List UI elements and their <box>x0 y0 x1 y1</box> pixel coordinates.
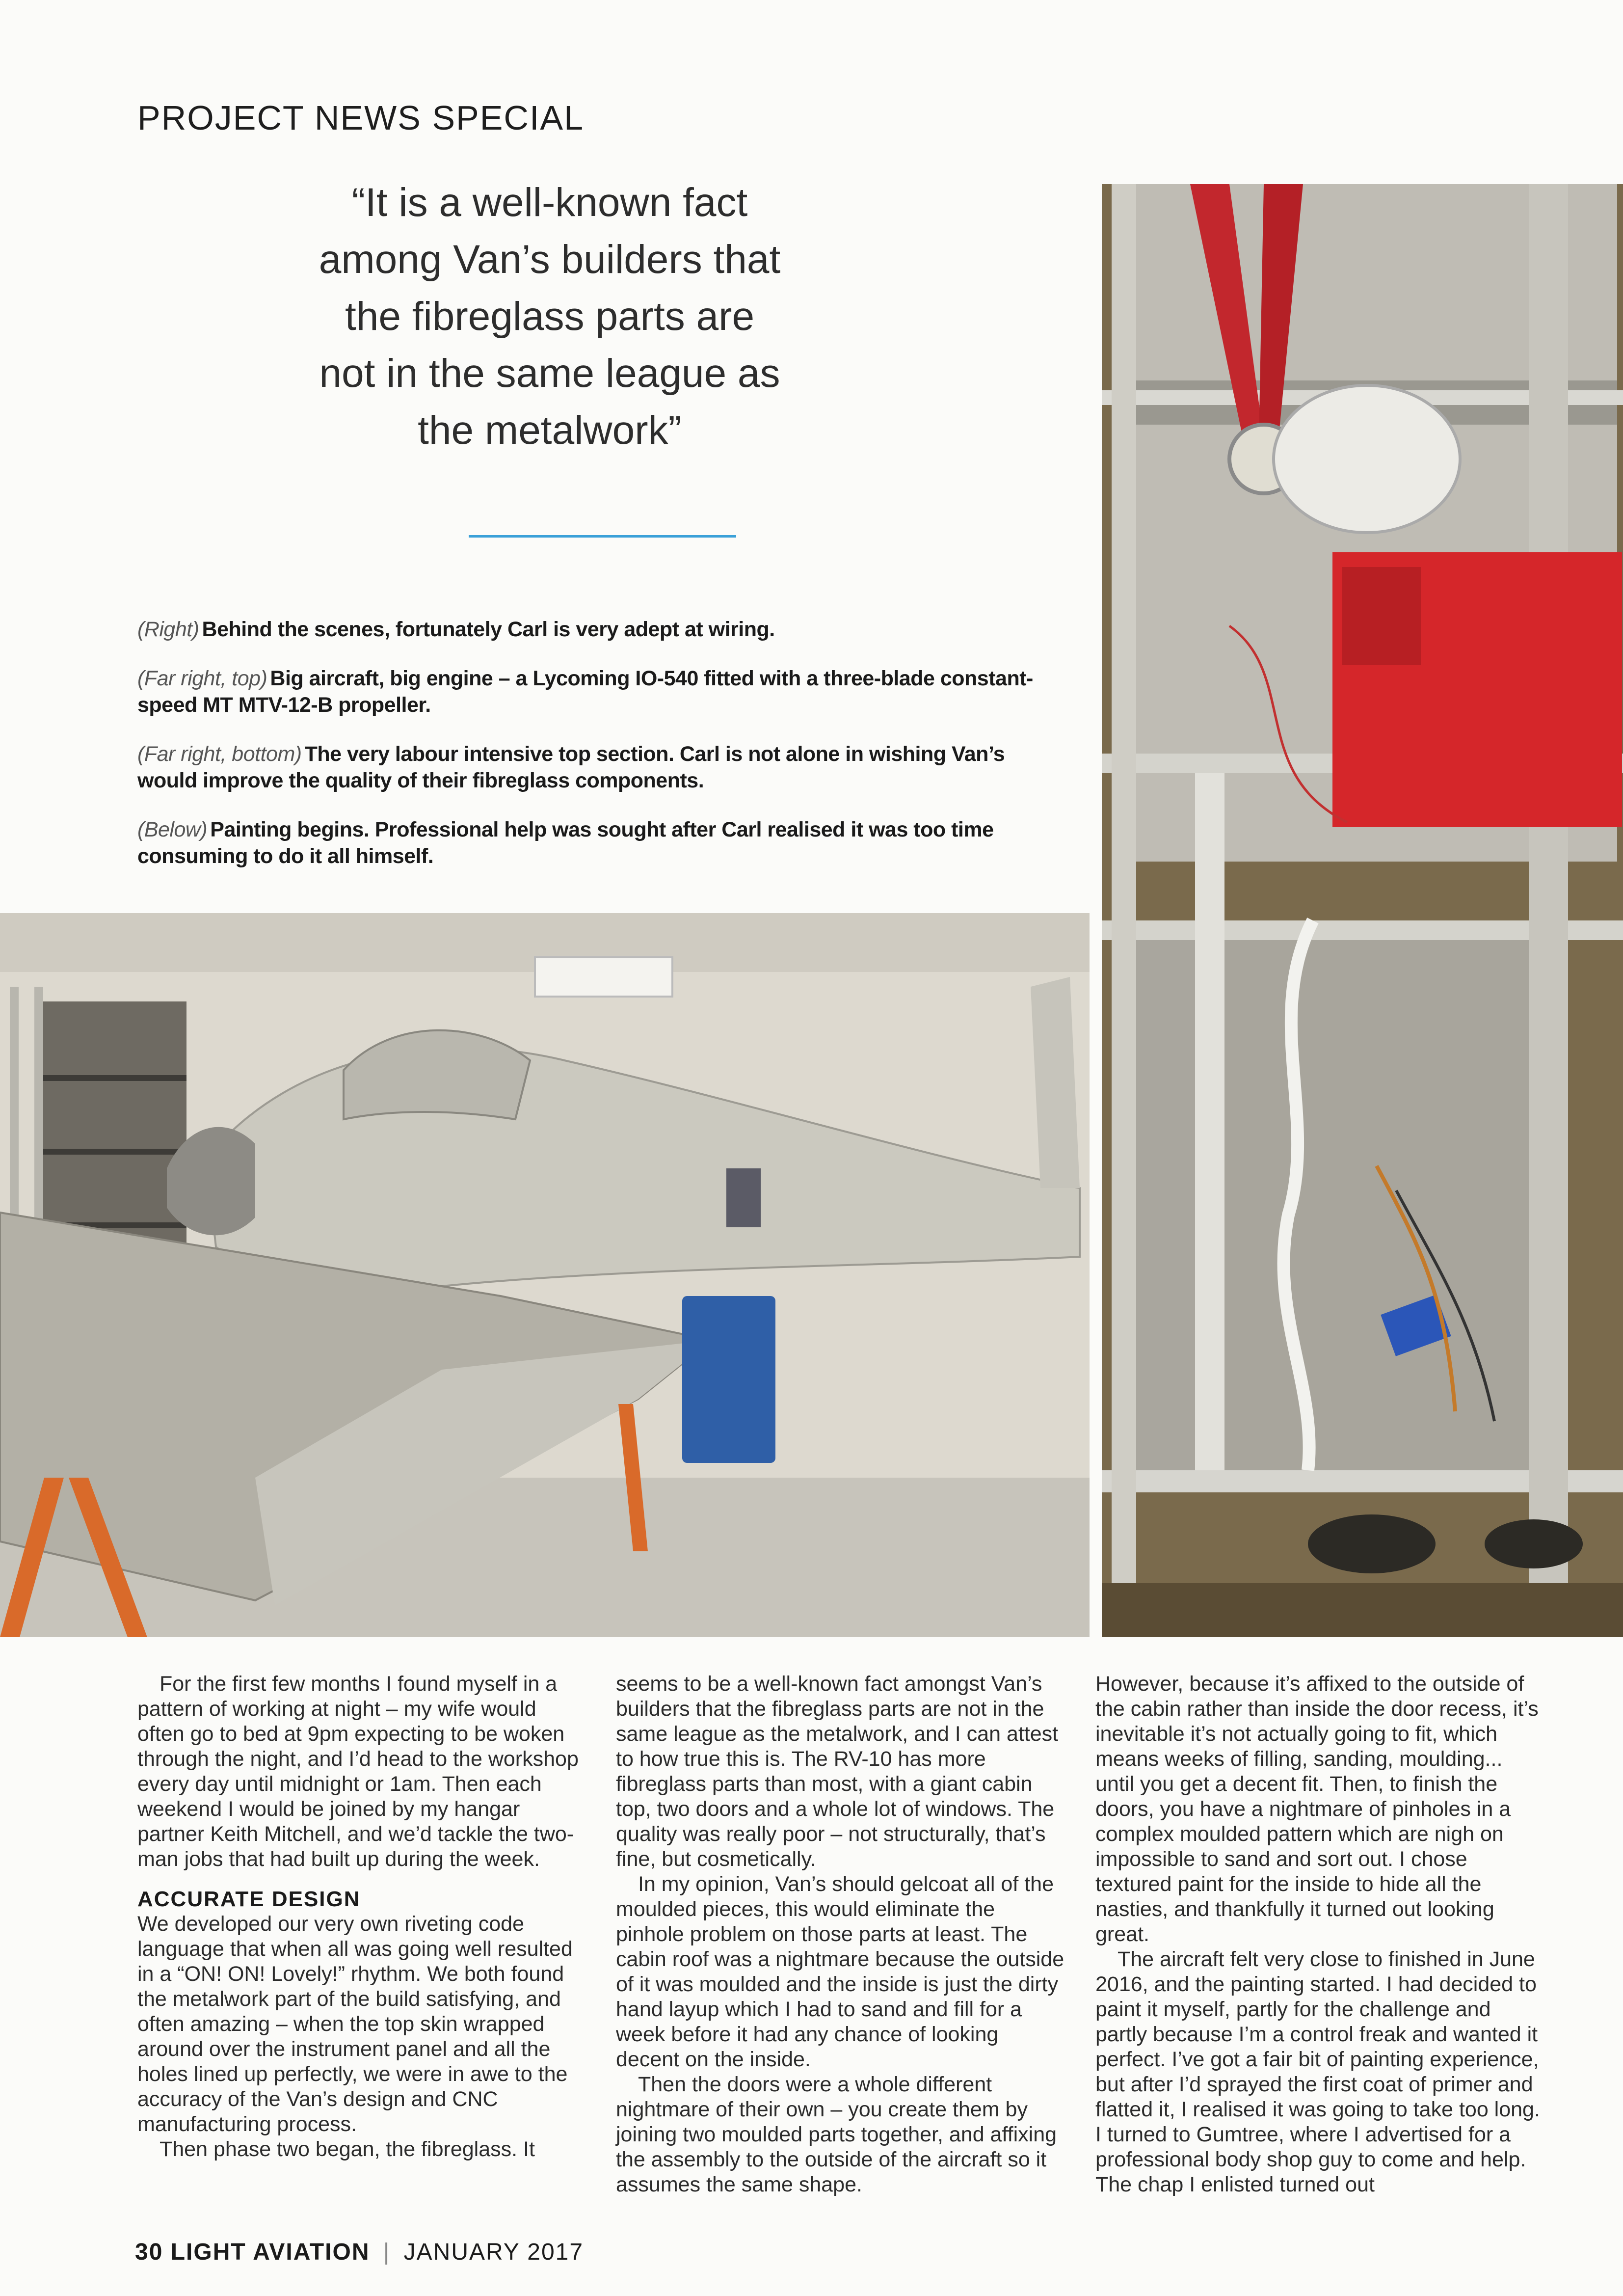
caption-below <box>137 816 1050 869</box>
caption-lead: (Below) <box>137 818 208 841</box>
body-paragraph: The aircraft felt very close to finished in June 2016, and the painting started. I had decided to paint it myself, partly for the challenge and partly because I’m a control freak and wanted it perfect. I’ve got a fair bit of painting experience, but after I’d sprayed the first coat of primer and flatted it, I realised it was going to take too long. I turned to Gumtree, where I advertised for a professional body shop guy to come and help. The chap I enlisted turned out <box>1095 1947 1540 2196</box>
photo-captions <box>137 616 1050 892</box>
pull-quote-rule <box>469 535 736 538</box>
body-paragraph: In my opinion, Van’s should gelcoat all of the moulded pieces, this would eliminate the pinhole problem on those parts at least. The cabin roof was a nightmare because the outside of it was moulded and the inside is just the dirty hand layup which I had to sand and fill for a week before it had any chance of looking decent on the inside. <box>616 1872 1064 2071</box>
body-paragraph: seems to be a well-known fact amongst Van’s builders that the fibreglass parts are not in the same league as the metalwork, and I can attest to how true this is. The RV-10 has more fibreglass parts than most, with a giant cabin top, two doors and a whole lot of windows. The quality was really poor – not structurally, that’s fine, but cosmetically. <box>616 1672 1059 1871</box>
magazine-name: LIGHT AVIATION <box>170 2239 370 2265</box>
body-column-1 <box>137 1672 586 2162</box>
body-paragraph: Then the doors were a whole different nightmare of their own – you create them by joining two moulded parts together, and affixing the assembly to the outside of the aircraft so it assumes the same shape. <box>616 2073 1057 2196</box>
caption-lead: (Far right, top) <box>137 667 267 690</box>
page-footer <box>135 2239 584 2266</box>
caption-lead: (Right) <box>137 618 199 641</box>
footer-separator: | <box>383 2239 391 2265</box>
issue-date: JANUARY 2017 <box>403 2239 584 2265</box>
caption-lead: (Far right, bottom) <box>137 742 302 766</box>
aircraft-illustration <box>0 913 1090 1637</box>
caption-right <box>137 616 1050 643</box>
caption-text: Painting begins. Professional help was sought after Carl realised it was too time consuming to do it all himself. <box>137 818 994 868</box>
caption-far-right-bottom <box>137 741 1050 794</box>
pull-quote: “It is a well-known fact among Van’s builders that the fibreglass parts are not in the same league as the metalwork” <box>319 180 781 453</box>
caption-far-right-top <box>137 665 1050 718</box>
caption-text: Behind the scenes, fortunately Carl is very adept at wiring. <box>202 618 775 641</box>
caption-text: Big aircraft, big engine – a Lycoming IO-540 fitted with a three-blade constant-speed MT MTV-12-B propeller. <box>137 667 1033 717</box>
subheading: ACCURATE DESIGN <box>137 1887 361 1911</box>
caption-text: The very labour intensive top section. Carl is not alone in wishing Van’s would improve the quality of their fibreglass components. <box>137 742 1005 792</box>
body-paragraph: We developed our very own riveting code language that when all was going well resulted in a “ON! ON! Lovely!” rhythm. We both found the metalwork part of the build satisfying, and often amazing – when the top skin wrapped around over the instrument panel and all the holes lined up perfectly, we were in awe to the accuracy of the Van’s design and CNC manufacturing process. <box>137 1912 573 2136</box>
wiring-photo <box>1102 184 1623 1637</box>
body-paragraph: However, because it’s affixed to the outside of the cabin rather than inside the door recess, it’s inevitable it’s not actually going to fit, which means weeks of filling, sanding, moulding... until you get a decent fit. Then, to finish the doors, you have a nightmare of pinholes in a complex moulded pattern which are nigh on impossible to sand and sort out. I chose textured paint for the inside to hide all the nasties, and thankfully it turned out looking great. <box>1095 1672 1539 1946</box>
wiring-illustration <box>1102 184 1623 1637</box>
body-column-3 <box>1095 1672 1544 2197</box>
body-column-2 <box>616 1672 1065 2197</box>
section-title: PROJECT NEWS SPECIAL <box>137 99 585 137</box>
body-paragraph: Then phase two began, the fibreglass. It <box>160 2137 535 2161</box>
page-number: 30 <box>135 2239 163 2265</box>
aircraft-photo <box>0 913 1090 1637</box>
body-paragraph: For the first few months I found myself in a pattern of working at night – my wife would often go to bed at 9pm expecting to be woken through the night, and I’d head to the workshop every day until midnight or 1am. Then each weekend I would be joined by my hangar partner Keith Mitchell, and we’d tackle the two-man jobs that had built up during the week. <box>137 1672 579 1871</box>
